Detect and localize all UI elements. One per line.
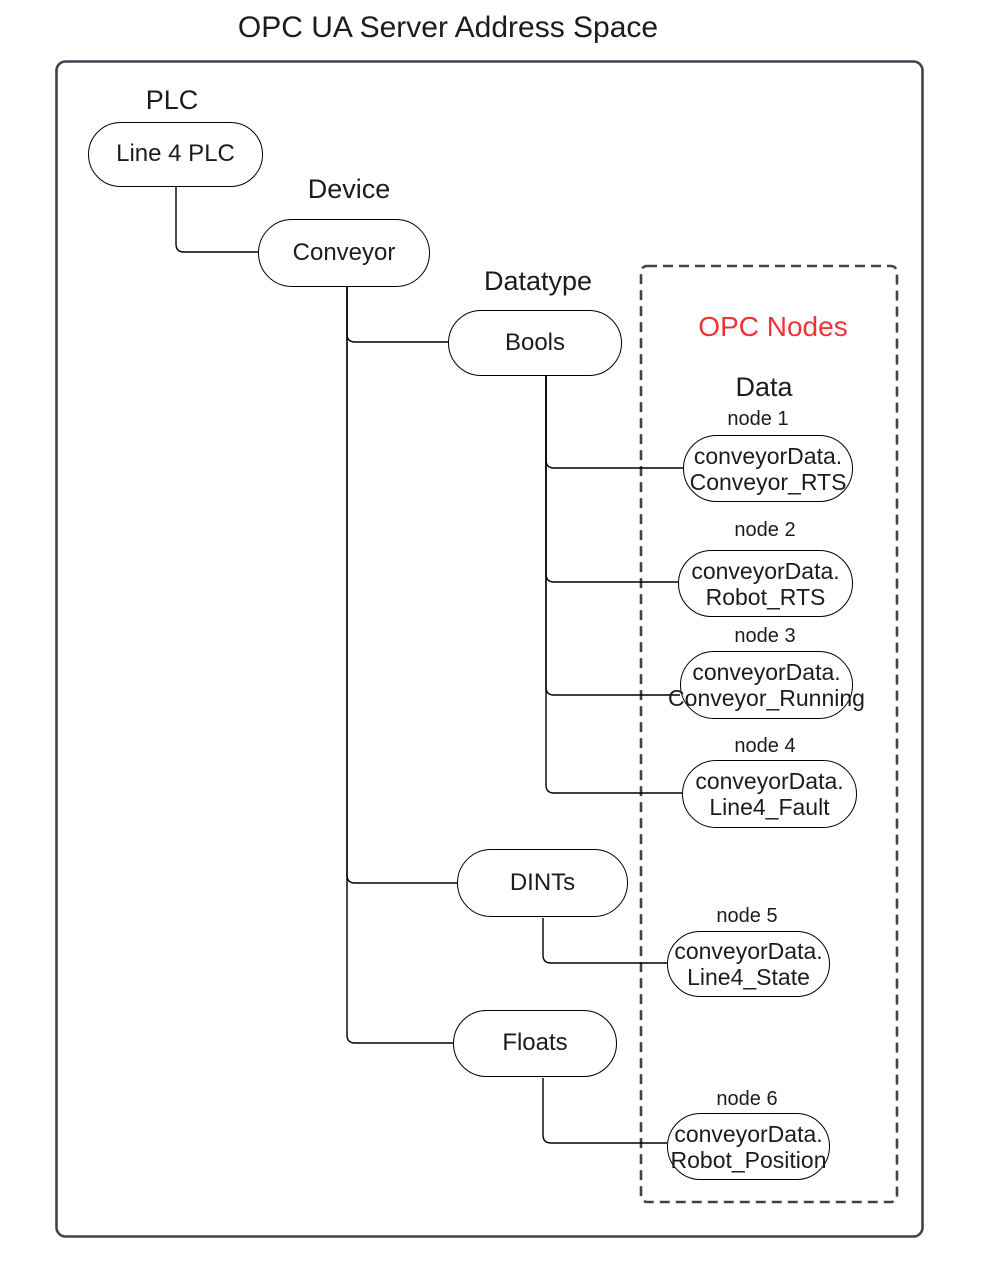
connector-bools-to-node2: [546, 376, 678, 582]
plc-section-label: PLC: [145, 85, 199, 115]
connector-bools-to-node3: [546, 376, 680, 695]
node5-pill: [667, 931, 830, 997]
node5-label: node 5: [716, 905, 778, 927]
node3-line2: Conveyor_Running: [668, 685, 865, 711]
node6-line1: conveyorData.: [674, 1120, 823, 1147]
connector-bools-to-node1: [546, 376, 683, 468]
node2-label: node 2: [734, 519, 796, 541]
node3-line1: conveyorData.: [692, 659, 841, 685]
node1-line2: Conveyor_RTS: [689, 468, 847, 495]
device-section-label: Device: [307, 174, 391, 204]
connector-conveyor-to-floats: [347, 287, 453, 1043]
node6-label: node 6: [716, 1088, 778, 1110]
node6-pill: [667, 1113, 830, 1180]
plc-node-label: Line 4 PLC: [116, 140, 235, 168]
data-subtitle: Data: [735, 372, 793, 402]
node3-pill: [668, 651, 865, 719]
node5-line1: conveyorData.: [674, 938, 823, 964]
datatype-bools-label: Bools: [504, 328, 566, 356]
opc-nodes-title: OPC Nodes: [698, 311, 848, 342]
datatype-pill-floats: [453, 1010, 617, 1077]
node1-line1: conveyorData.: [693, 442, 843, 469]
node3-label: node 3: [734, 625, 796, 647]
node4-line1: conveyorData.: [695, 768, 844, 794]
node1-label: node 1: [727, 408, 789, 430]
datatype-section-label: Datatype: [483, 266, 593, 296]
node4-pill: [682, 760, 857, 828]
node2-line1: conveyorData.: [691, 557, 840, 584]
connector-conveyor-to-dints: [347, 287, 457, 883]
datatype-floats-label: Floats: [502, 1029, 568, 1057]
plc-node-pill: [88, 122, 263, 187]
connector-plc-to-conveyor: [176, 187, 258, 252]
node1-pill: [683, 435, 853, 502]
connector-bools-to-node4: [546, 376, 682, 793]
node2-line2: Robot_RTS: [705, 583, 826, 610]
device-node-pill: [258, 219, 430, 287]
node2-pill: [678, 550, 853, 617]
node6-line2: Robot_Position: [670, 1146, 827, 1173]
datatype-pill-bools: [448, 310, 622, 376]
connector-conveyor-to-bools: [347, 287, 448, 342]
node4-label: node 4: [734, 735, 796, 757]
node4-line2: Line4_Fault: [709, 794, 830, 820]
node5-line2: Line4_State: [687, 964, 810, 990]
diagram-title: OPC UA Server Address Space: [237, 11, 659, 44]
connector-dints-to-node5: [543, 918, 667, 963]
datatype-dints-label: DINTs: [509, 868, 576, 896]
connector-floats-to-node6: [543, 1078, 667, 1143]
device-node-label: Conveyor: [292, 238, 396, 266]
opc-nodes-dashed-box: [641, 266, 897, 1202]
datatype-pill-dints: [457, 849, 628, 917]
